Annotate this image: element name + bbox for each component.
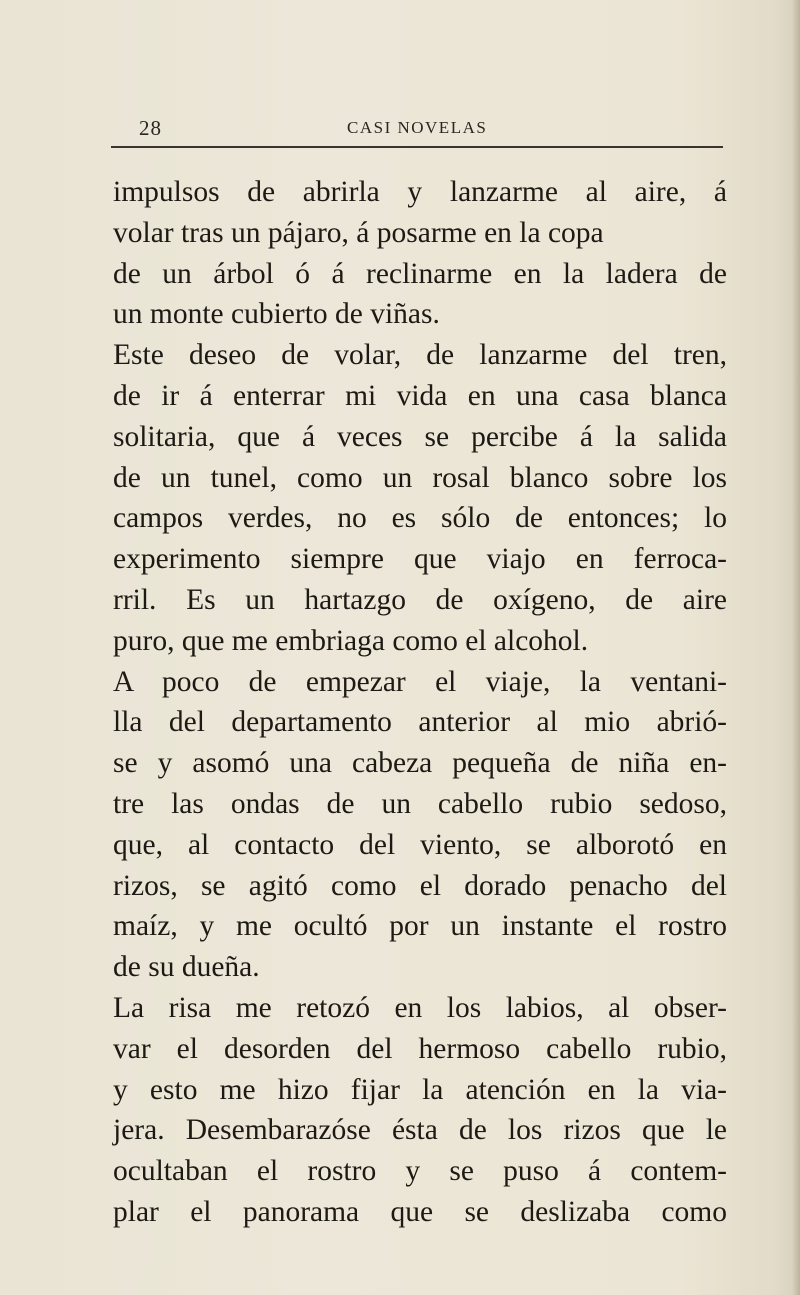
text-line: impulsos de abrirla y lanzarme al aire, á [113, 176, 727, 208]
text-line: volar tras un pájaro, á posarme en la copa [113, 216, 604, 249]
text-line: de un tunel, como un rosal blanco sobre los [113, 461, 727, 494]
text-line: La risa me retozó en los labios, al obser- [113, 991, 727, 1024]
page-header [111, 110, 723, 150]
text-line: plar el panorama que se deslizaba como [113, 1195, 727, 1228]
text-line: lla del departamento anterior al mio abrió- [113, 706, 727, 739]
text-line: de ir á enterrar mi vida en una casa blanca [113, 379, 727, 412]
text-line: se y asomó una cabeza pequeña de niña en- [113, 747, 727, 780]
text-line: ocultaban el rostro y se puso á contem- [113, 1155, 727, 1188]
text-line: A poco de empezar el viaje, la ventani- [113, 665, 727, 698]
text-line: un monte cubierto de viñas. [113, 298, 440, 331]
body-text [113, 172, 727, 1233]
text-line: maíz, y me ocultó por un instante el rostro [113, 910, 727, 943]
text-line: tre las ondas de un cabello rubio sedoso, [113, 787, 727, 820]
text-line: de un árbol ó á reclinarme en la ladera de [113, 257, 727, 290]
text-line: de su dueña. [113, 951, 260, 984]
header-rule [111, 146, 723, 148]
text-line: rril. Es un hartazgo de oxígeno, de aire [113, 583, 727, 616]
running-head: CASI NOVELAS [347, 118, 488, 137]
text-line: puro, que me embriaga como el alcohol. [113, 624, 589, 657]
page-number: 28 [139, 116, 162, 140]
text-line: var el desorden del hermoso cabello rubio, [113, 1032, 727, 1065]
text-line: rizos, se agitó como el dorado penacho del [113, 869, 727, 902]
text-line: solitaria, que á veces se percibe á la salida [113, 420, 727, 453]
text-line: y esto me hizo fijar la atención en la via- [113, 1073, 727, 1106]
text-line: campos verdes, no es sólo de entonces; lo [113, 502, 727, 535]
text-line: experimento siempre que viajo en ferroca- [113, 543, 727, 576]
page-edge-shadow [792, 0, 800, 1295]
text-line: Este deseo de volar, de lanzarme del tren, [113, 339, 727, 372]
text-line: que, al contacto del viento, se alborotó en [113, 828, 727, 861]
text-line: jera. Desembarazóse ésta de los rizos que le [113, 1114, 727, 1147]
